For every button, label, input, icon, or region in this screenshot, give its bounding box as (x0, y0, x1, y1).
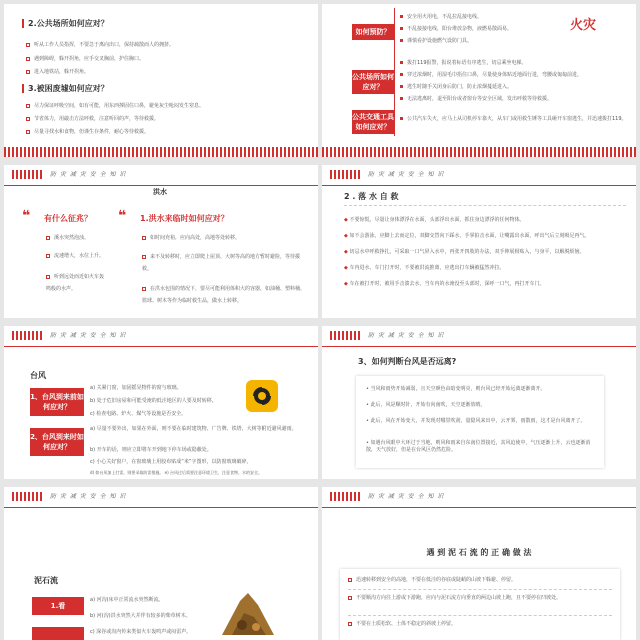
slide-typhoon-leaving (322, 326, 636, 479)
list-item: 流速增大，水位上升。 (46, 253, 104, 260)
list-item: 溪水突然泡浊。 (46, 235, 89, 242)
question-label: 1.洪水来临时如何应对？ (140, 214, 229, 223)
list-item: ◆ 不要惊慌，尽量让身体漂浮在水面，头部浮出水面，抓住身边漂浮的任何物体。 (344, 217, 525, 223)
section-title: 2.公共场所如何应对？ (22, 18, 109, 29)
bottom-stripe (322, 147, 636, 157)
list-item: 听从工作人员指挥，不要急于离向出口，保持疏散而人的拥挤。 (26, 42, 174, 49)
list-item: ◆ 车内进水，车门打开时，不要被洪流推离，应逃出打车辆被猛然冲拉。 (344, 265, 505, 271)
list-item: ◆ 切忌水中呼救挣扎，可采取一口气屏入水中，再张开四肢的办法，双手伸展相贴入，与身平，以解脱烦恼。 (344, 249, 585, 255)
list-item: • 此后，风是顺时针，开始有向南吹，天空逐渐放晴。 (366, 402, 486, 408)
slide-header: 防 灾 减 灾 安 全 知 识 (322, 326, 636, 347)
content-panel (356, 376, 604, 468)
list-item: 安全用火用电，不乱拉乱接电线。 (400, 14, 482, 21)
question-label: 如何预防？ (352, 24, 394, 40)
list-item: a) 关紧门窗，加固摇晃物件的窗与玻璃。 (90, 385, 182, 391)
list-item: 逃生时随手关闭身后防门，防止浓烟蔓延进入。 (400, 84, 512, 91)
divider (348, 589, 612, 590)
slide-header: 防 灾 减 灾 安 全 知 识 (322, 487, 636, 508)
list-item: 节省体力，用敲击方法呼救，注意听回的声，等待救援。 (26, 116, 159, 123)
list-item: 听到远处而近如火车轰鸣般的水声。 (46, 274, 105, 292)
slide-title: 3、如何判断台风是否远离? (358, 357, 457, 366)
list-item: 如时间充裕，应向高处，高地等处转移。 (142, 235, 240, 242)
list-item: 进入地铁站，躲开拐角。 (26, 69, 89, 76)
bottom-stripe (4, 147, 318, 157)
slide-mudslide-response (322, 487, 636, 640)
question-label: 公共交通工具如何应对？ (352, 110, 394, 134)
slide-mudslide (4, 487, 318, 640)
list-item: c) 深谷或沟内传来类似火车轰鸣声或闷雷声。 (90, 629, 192, 635)
list-item: 遇到障碍，躲开拐角，应手交叉胸前，护住胸口。 (26, 56, 144, 63)
slide-drowning-self-rescue (322, 165, 636, 318)
list-item: 不乱接接电线，阳台堆放杂物，液燃易散面易。 (400, 26, 512, 33)
list-item: b) 开车的话，则应立即将车开到地下停车场或隐蔽处。 (90, 447, 212, 453)
list-item: a) 河沟(床中正常流水突然断流。 (90, 597, 164, 603)
list-item: 迅速转移到安全的高地，不要在低洼的谷底或陡峭的山坡下躲避、停留。 (348, 577, 516, 584)
divider (344, 205, 626, 206)
slide-flood (4, 165, 318, 318)
question-label: 有什么征兆？ (44, 214, 92, 223)
content-panel (340, 569, 620, 640)
question-label: 2、台风到来时如何应对？ (30, 428, 84, 456)
list-item: b) 处于危旧房屋和可能受淹的低洼地区的人要及时转移。 (90, 398, 217, 404)
divider (394, 8, 395, 136)
list-item: d) 如台风加上打雷，则要采取防雷措施。 e) 台风过后需要注意环境卫生，注意食物、水的安全。 (90, 470, 262, 475)
slide-title: 2 . 落 水 自 救 (344, 192, 399, 201)
slide-title: 洪水 (153, 188, 167, 196)
list-item: c) 检查电路、炉火、煤气等设施是否安全。 (90, 411, 187, 417)
list-item: 来不及转移时，应立即爬上屋顶、大树等高的地方暂时避险，等待援救。 (142, 254, 301, 272)
list-item: ◆ 如不会游泳，应脚上去而定位，双脚交替向下踩水，手掌拍击水面，让嘴露出水面，呼出气后立刻吸足再气。 (344, 233, 590, 239)
list-item: 拨打119报警，报说着标语有序逃生，切忌乘坐电梯。 (400, 60, 527, 67)
question-label: 公共场所如何应对？ (352, 70, 394, 94)
slide-header: 防 灾 减 灾 安 全 知 识 (4, 326, 318, 347)
list-item: 尽力保证呼吸空间，如有可能，用东西撑固住口鼻，避免灰尘呛闷发生窒息。 (26, 103, 204, 110)
list-item: 在洪水包围的情况下，要尽可能利用体积大的容器，如油桶、塑料桶、篮球、树木等作为临时救生品，做水上转移。 (142, 286, 306, 304)
list-item: 不要在土质松软、土体不稳定的斜坡上停留。 (348, 621, 456, 628)
list-item: c) 小心关好窗户，在窗玻璃上用胶布贴成“米”字图形，以防窗玻璃破碎。 (90, 459, 252, 465)
question-label-2 (32, 627, 84, 640)
divider (348, 615, 612, 616)
list-item: 尽量寻找水和食物，但谨生存条件，耐心等待救援。 (26, 129, 149, 136)
mudslide-image (218, 587, 278, 635)
list-item: 穿过浓烟时，用湿毛巾捂住口鼻，尽量使身体贴近地面行进，弯腰或匍匐前进。 (400, 72, 582, 79)
slide-header: 防 灾 减 灾 安 全 知 识 (4, 487, 318, 508)
list-item: 不要顺沟方向往上游或下游跑，应向与泥石流方向垂直的两边山坡上跑，且不要停在凹坡处。 (348, 595, 612, 602)
list-item: 无法逃离时，退至阳台或者窗台等安全区域，发出呼救等待救援。 (400, 96, 552, 103)
list-item: a) 尽量不要外出，如果在外面，则不要在临时建筑物、广告牌、铁塔、大树等附近避风避雨。 (90, 426, 297, 432)
list-item: b) 河(沟)洪水突然大并伴有较多的柴草树木。 (90, 613, 191, 619)
slide-title: 火灾 (570, 18, 597, 33)
typhoon-icon (246, 380, 278, 412)
list-item: • 当风和雨势开始减弱，且天空颜色由暗变明亮，则台风已经开始远离逐渐离开。 (366, 386, 546, 392)
list-item: • 如遇台风眼中大环过于当地，则风和雨来自东南位置接近，其风迫使中，气压逐渐上升，云也逐渐消散，天气放好，但是在台风区仍然危险。 (366, 440, 591, 453)
slide-title: 泥石流 (34, 576, 58, 585)
question-label: 1.看 (32, 597, 84, 615)
slide-header: 防 灾 减 灾 安 全 知 识 (4, 165, 318, 186)
list-item: ◆ 车在被打开时，被用手击溃去水，当车内的水淹没至头部时，深呼一口气，再打开车门。 (344, 281, 545, 287)
quote-icon: ❝ (118, 208, 127, 224)
quote-icon: ❝ (22, 208, 31, 224)
question-label: 1、台风到来前如何应对？ (30, 388, 84, 416)
list-item: • 此后，风在开始变大，并发现对哪里吹刮，量隐风来出中，云开雾，雨散雨，这才是台风离开了。 (366, 418, 586, 424)
slide-typhoon (4, 326, 318, 479)
slide-fire (322, 4, 636, 157)
slide-earthquake-public (4, 4, 318, 157)
slide-title: 遇 到 泥 石 流 的 正 确 做 法 (426, 548, 532, 557)
list-item: 谨慎看护设施燃气设防门具。 (400, 38, 472, 45)
section-title: 3.被困废墟如何应对？ (22, 83, 109, 94)
list-item: 公共汽车失火，应马上从司机停车靠火，从车门或用救生锤等工具砸开车窗逃生，并迅速拨打119。 (400, 116, 627, 123)
slide-title: 台风 (30, 371, 46, 380)
slide-header: 防 灾 减 灾 安 全 知 识 (322, 165, 636, 186)
